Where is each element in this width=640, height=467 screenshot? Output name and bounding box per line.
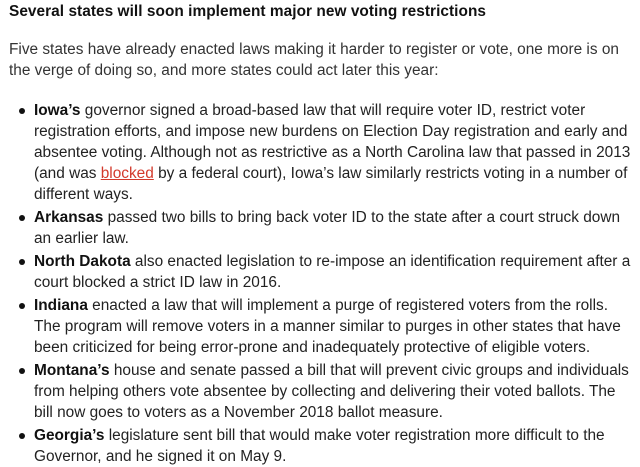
list-item-north-dakota [9,251,632,293]
bullet-icon [19,433,25,439]
list-item-arkansas [9,207,632,249]
list-item-montana [9,360,632,423]
intro-paragraph: Five states have already enacted laws making it harder to register or vote, one more is on the verge of doing so, and more states could act later this year: [9,41,619,79]
state-name: Indiana [34,297,88,314]
bullet-icon [19,368,25,374]
item-text: legislature sent bill that would make voter registration more difficult to the Governor, and he signed it on May 9. [34,427,605,465]
item-text: also enacted legislation to re-impose an identification requirement after a court blocked a strict ID law in 2016. [34,253,631,291]
item-text: governor signed a broad-based law that will require voter ID, restrict voter registration efforts, and impose new burdens on Election Day registration and early and absentee voting. Although not as restrictive as a North Carolina law that passed in 2013 (and was [34,102,631,182]
bullet-icon [19,259,25,265]
list-item-georgia [9,425,632,467]
blocked-link[interactable]: blocked [100,165,154,182]
item-text: house and senate passed a bill that will prevent civic groups and individuals from helping others vote absentee by collecting and delivering their voted ballots. The bill now goes to voters as a November 2018 ballot measure. [34,362,629,421]
state-name: Iowa’s [34,102,81,119]
bullet-icon [19,108,25,114]
bullet-icon [19,303,25,309]
item-text: passed two bills to bring back voter ID to the state after a court struck down an earlier law. [34,209,621,247]
article-headline: Several states will soon implement major new voting restrictions [9,3,487,20]
state-name: Montana’s [34,362,110,379]
item-text: enacted a law that will implement a purge of registered voters from the rolls. The program will remove voters in a manner similar to purges in other states that have been criticized for being error-prone and inadequately protective of eligible voters. [34,297,621,356]
state-name: Arkansas [34,209,104,226]
bullet-icon [19,215,25,221]
list-item-indiana [9,295,632,358]
restrictions-list [9,100,632,467]
state-name: North Dakota [34,253,131,270]
list-item-iowa [9,100,632,205]
item-text: by a federal court), Iowa’s law similarly restricts voting in a number of different ways. [34,165,628,203]
state-name: Georgia’s [34,427,105,444]
